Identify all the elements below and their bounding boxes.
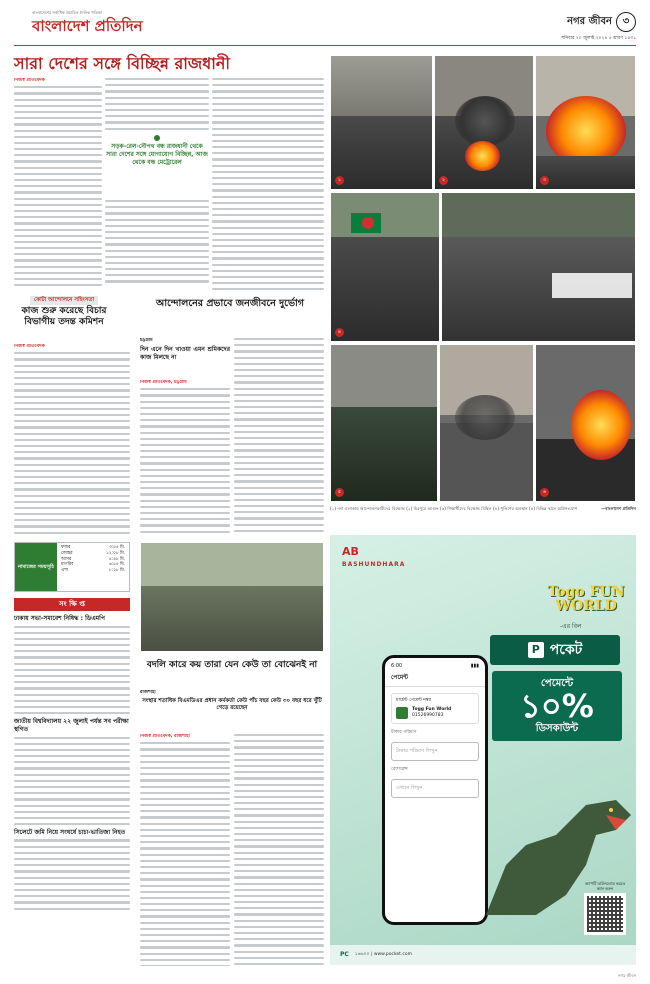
photo-credit: —বাংলাদেশ প্রতিদিন xyxy=(600,506,636,511)
photo-6-police[interactable] xyxy=(330,344,438,502)
pull-quote-text: সড়ক-রেল-নৌপথ বন্ধ রাজধানী থেকে সারা দেশের সঙ্গে যোগাযোগ বিচ্ছিন্ন, আজ থেকে বন্ধ মেট্রোরেল xyxy=(106,143,208,166)
photo-road-condition[interactable] xyxy=(140,542,324,652)
prayer-times-list xyxy=(57,543,129,591)
briefs-label: সং ক্ষি প্ত xyxy=(14,598,130,611)
payment-label: পেমেন্টে xyxy=(540,677,574,689)
bottom-story-tag: রাজশাহী xyxy=(140,690,156,695)
photo-3-blaze[interactable] xyxy=(535,55,636,190)
photo-4-march[interactable] xyxy=(330,192,440,342)
pocket-label: পকেট xyxy=(549,641,583,658)
bottom-story-subhead: সংস্থার শতাধিক বিএমডিএর প্রধান কর্মকর্তা কেউ পাঁচ বছর কেউ ৩০ বছর ধরে খুঁটি গেড়ে রয়েছেন xyxy=(142,698,322,712)
reference-label: রেফারেন্স xyxy=(391,766,408,772)
ad-bill-text: -এর বিল xyxy=(560,623,582,630)
prayer-row: আসর ৪:৪৮ মি. xyxy=(61,556,125,562)
photo-1-protest[interactable] xyxy=(330,55,433,190)
sub-story-body xyxy=(14,344,130,536)
ad-footer-text: ১৬৬০০ | www.pocket.com xyxy=(354,951,412,957)
lead-body-text xyxy=(14,86,102,290)
page-number: ৩ xyxy=(616,12,636,32)
prayer-row: জোহর ১২:০৮ মি. xyxy=(61,550,125,556)
phone-screen-title: পেমেন্ট xyxy=(385,672,485,687)
reference-input[interactable]: এখানে লিখুন xyxy=(391,779,479,798)
page-footer: নগর জীবন xyxy=(618,972,636,978)
photo-number-4: ৪ xyxy=(335,328,344,337)
lead-column-3 xyxy=(212,78,324,290)
photo-8-vehicle-fire[interactable] xyxy=(535,344,636,502)
photo-5-demonstration[interactable] xyxy=(441,192,636,342)
pocket-icon: P xyxy=(528,642,544,658)
photo-number-2: ২ xyxy=(439,176,448,185)
prayer-row: এশা ৮:২৮ মি. xyxy=(61,568,125,574)
prayer-times-box xyxy=(14,542,130,592)
qr-label: অ্যাপটি ডাউনলোড করতে স্ক্যান করুন xyxy=(584,880,626,891)
discount-banner xyxy=(492,671,622,741)
bottom-story-headline[interactable]: বদলি কারে কয় তারা যেন কেউ তা বোঝেনই না xyxy=(146,660,318,670)
briefs-sidebar xyxy=(14,598,130,914)
lead-column-1 xyxy=(14,78,102,290)
pocket-advertisement[interactable] xyxy=(330,535,636,965)
bashundhara-logo: AB xyxy=(342,545,359,558)
bottom-story-body-1 xyxy=(140,734,230,966)
photo-caption xyxy=(330,506,636,512)
bashundhara-brand: BASHUNDHARA xyxy=(342,561,406,568)
mid-story-body-2 xyxy=(234,338,324,536)
merchant-name: Togg Fun World xyxy=(412,706,452,712)
merchant-card xyxy=(391,693,479,724)
masthead xyxy=(14,8,636,46)
togo-fun-world-logo: Togo FUN WORLD xyxy=(547,584,625,614)
bottom-story-header xyxy=(140,690,324,732)
ad-footer xyxy=(330,945,636,965)
brief-headline-3[interactable]: সিলেটে জমি নিয়ে সংঘর্ষে চাচা-ভাতিজা নিহত xyxy=(14,829,126,837)
prayer-title: নামাজের সময়সূচি xyxy=(15,543,57,591)
masthead-tagline: বাংলাদেশের সর্বাধিক প্রচারিত দৈনিক পত্রিকা xyxy=(32,10,102,15)
photo-number-3: ৩ xyxy=(540,176,549,185)
sub-story-headline[interactable]: কাজ শুরু করেছে বিচার বিভাগীয় তদন্ত কমিশন xyxy=(21,306,107,328)
prayer-row: মাগরিব ৬:৫৫ মি. xyxy=(61,562,125,568)
amount-input[interactable]: টাকার পরিমাণ লিখুন xyxy=(391,742,479,761)
signal-icon: ▮▮▮ xyxy=(470,663,479,669)
bottom-story-byline: নিজস্ব প্রতিবেদক, রাজশাহী xyxy=(140,734,190,739)
photo-number-1: ১ xyxy=(335,176,344,185)
mid-story-body-1 xyxy=(140,380,230,536)
mid-story-headline[interactable]: আন্দোলনের প্রভাবে জনজীবনে দুর্ভোগ xyxy=(155,298,305,309)
section-title: নগর জীবন xyxy=(567,16,612,28)
lead-column-2-top xyxy=(105,78,209,133)
merchant-number: 01526990783 xyxy=(412,712,444,718)
photo-2-fire[interactable] xyxy=(434,55,534,190)
prayer-row: ফজর ৩:৫৫ মি. xyxy=(61,545,125,550)
sub-story-byline: নিজস্ব প্রতিবেদক xyxy=(14,344,45,349)
discount-label: ডিসকাউন্ট xyxy=(535,723,579,734)
amount-label: টাকার পরিমাণ xyxy=(391,730,417,736)
mid-story-byline: নিজস্ব প্রতিবেদক, চট্টগ্রাম xyxy=(140,380,187,385)
lead-byline: নিজস্ব প্রতিবেদক xyxy=(14,78,45,83)
section-header xyxy=(567,12,636,32)
mid-story-subhead: দিন এনে দিন খাওয়া এমন শ্রমিকদের কাজ মিলছে না xyxy=(140,346,230,361)
lead-column-2-bottom xyxy=(105,200,209,290)
pull-quote xyxy=(105,135,209,197)
phone-status-bar: 6:00 ▮▮▮ xyxy=(391,663,479,669)
discount-value: ১০% xyxy=(520,687,594,725)
photo-number-6: ৬ xyxy=(540,488,549,497)
dateline: শনিবার ২০ জুলাই ২০২৪ ৫ শ্রাবণ ১৪৩১ xyxy=(561,36,636,41)
mid-story-header xyxy=(140,338,230,378)
bottom-story-body-2 xyxy=(234,734,324,966)
merchant-label: মার্চেন্ট পেমেন্ট নম্বর xyxy=(396,697,431,703)
merchant-icon xyxy=(396,707,408,719)
brief-headline-2[interactable]: জাতীয় বিশ্ববিদ্যালয় ২২ জুলাই পর্যন্ত সব পরীক্ষা স্থগিত xyxy=(14,718,129,734)
qr-code[interactable] xyxy=(584,893,626,935)
lead-headline[interactable]: সারা দেশের সঙ্গে বিচ্ছিন্ন রাজধানী xyxy=(14,54,230,73)
mid-story-tag: চট্টগ্রাম xyxy=(140,338,153,343)
pocket-footer-logo: PC xyxy=(340,950,349,958)
sub-story-tag: কোটা আন্দোলনে সহিংসতা xyxy=(30,296,98,305)
newspaper-logo[interactable]: বাংলাদেশ প্রতিদিন xyxy=(32,17,143,35)
brief-headline-1[interactable]: ঢাকায় সভা-সমাবেশ নিষিদ্ধ : ডিএমপি xyxy=(14,615,105,623)
pocket-pay-banner xyxy=(490,635,620,665)
photo-7-street[interactable] xyxy=(439,344,534,502)
photo-caption-text: (১) নর্দা এলাকায় আন্দোলনকারীদের বিক্ষোভ (২) মিরপুরে আগুন (৩) শিক্ষার্থীদের বিক্ষোভ মিছিল (৪) পুলিশের অবস্থান (৫) বিভিন্ন স্থানে অগ্নিসংযোগ xyxy=(330,506,578,511)
photo-number-5: ৫ xyxy=(335,488,344,497)
pull-quote-icon xyxy=(154,135,160,141)
